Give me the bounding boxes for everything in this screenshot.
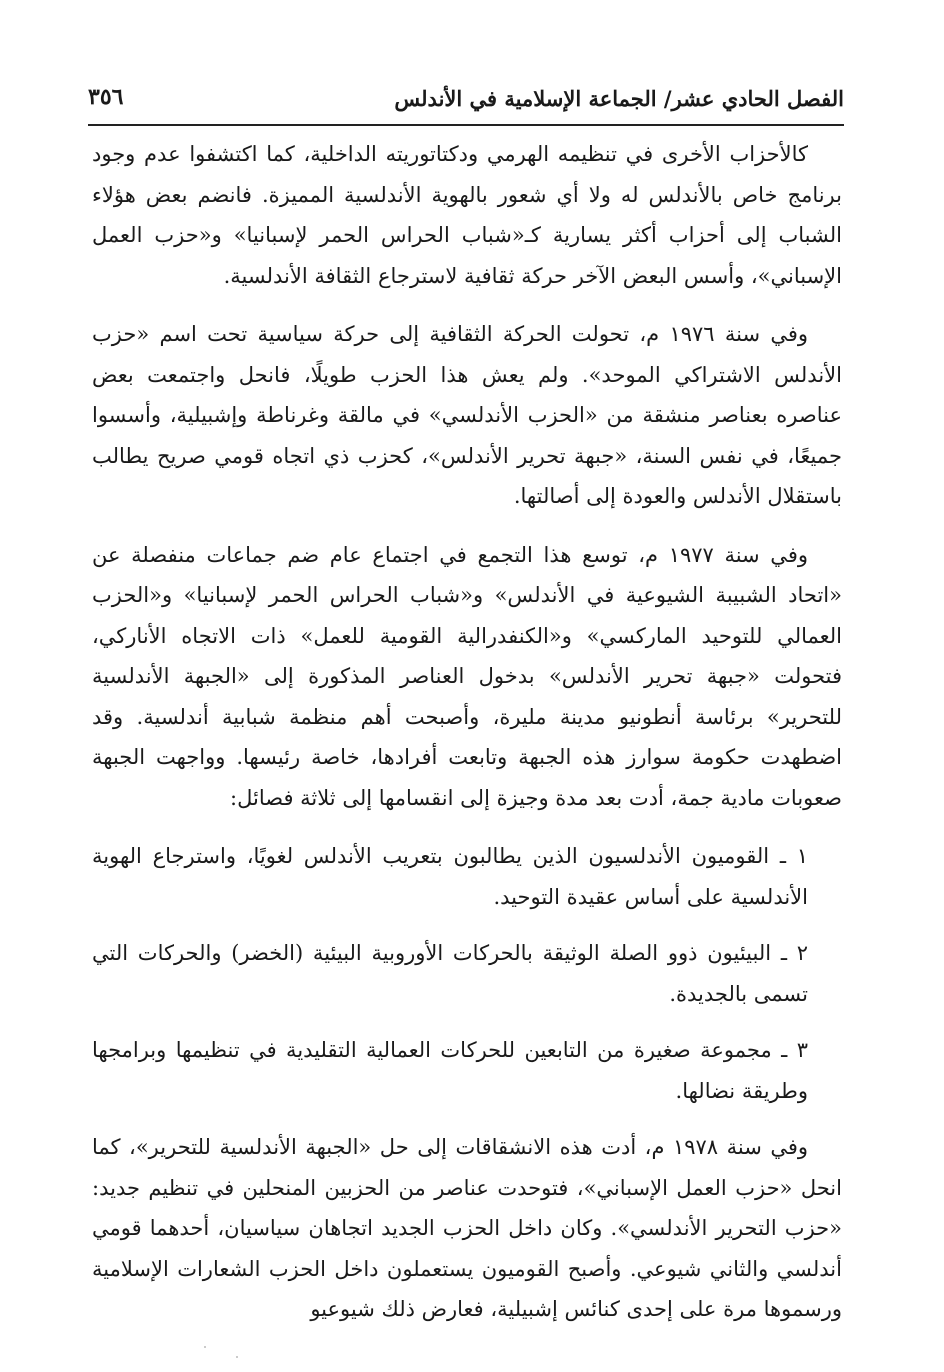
paragraph-1: كالأحزاب الأخرى في تنظيمه الهرمي ودكتاتوريته الداخلية، كما اكتشفوا عدم وجود برنامج خاص بالأندلس له ولا أي شعور بالهوية الأندلسية المميزة. فانضم بعض هؤلاء الشباب إلى أحزاب أكثر يسارية كـ«شباب الحراس الحمر لإسبانيا» و«حزب العمل الإسباني»، وأسس البعض الآخر حركة ثقافية لاسترجاع الثقافة الأندلسية.	[92, 142, 842, 288]
running-header	[88, 78, 844, 124]
paragraph-4: وفي سنة ١٩٧٨ م، أدت هذه الانشقاقات إلى حل «الجبهة الأندلسية للتحرير»، كما انحل «حزب العمل الإسباني»، فتوحدت عناصر من الحزبين المنحلين في تنظيم جديد: «حزب التحرير الأندلسي». وكان داخل الحزب الجديد اتجاهان سياسيان، أحدهما قومي أندلسي والثاني شيوعي. وأصبح القوميون يستعملون داخل الحزب الشعارات الإسلامية ورسموها مرة على إحدى كنائس إشبيلية، فعارض ذلك شيوعيو	[92, 1135, 842, 1321]
body-text	[92, 134, 842, 1330]
header-rule	[88, 124, 844, 126]
paragraph-2: وفي سنة ١٩٧٦ م، تحولت الحركة الثقافية إلى حركة سياسية تحت اسم «حزب الأندلس الاشتراكي الموحد». ولم يعش هذا الحزب طويلًا، فانحل واجتمعت بعض عناصره بعناصر منشقة من «الحزب الأندلسي» في مالقة وغرناطة وإشبيلية، وأسسوا جميعًا، في نفس السنة، «جبهة تحرير الأندلس»، كحزب ذي اتجاه قومي صريح يطالب باستقلال الأندلس والعودة إلى أصالتها.	[92, 322, 842, 508]
scan-speck	[204, 1346, 206, 1348]
list-item-1: ١ ـ القوميون الأندلسيون الذين يطالبون بتعريب الأندلس لغويًا، واسترجاع الهوية الأندلسية على أساس عقيدة التوحيد.	[92, 844, 808, 909]
paragraph-3: وفي سنة ١٩٧٧ م، توسع هذا التجمع في اجتماع عام ضم جماعات منفصلة عن «اتحاد الشبيبة الشيوعية في الأندلس» و«شباب الحراس الحمر لإسبانيا» و«الحزب العمالي للتوحيد الماركسي» و«الكنفدرالية القومية للعمل» ذات الاتجاه الأناركي، فتحولت «جبهة تحرير الأندلس» بدخول العناصر المذكورة إلى «الجبهة الأندلسية للتحرير» برئاسة أنطونيو مدينة مليرة، وأصبحت أهم منظمة شبابية أندلسية. وقد اضطهدت حكومة سوارز هذه الجبهة وتابعت أفرادها، خاصة رئيسها. وواجهت الجبهة صعوبات مادية جمة، أدت بعد مدة وجيزة إلى انقسامها إلى ثلاثة فصائل:	[92, 542, 842, 810]
list-item-3: ٣ ـ مجموعة صغيرة من التابعين للحركات العمالية التقليدية في تنظيمها وبرامجها وطريقة نضالها.	[92, 1038, 808, 1103]
list-item-2: ٢ ـ البيئيون ذوو الصلة الوثيقة بالحركات الأوروبية البيئية (الخضر) والحركات التي تسمى بالجديدة.	[92, 941, 808, 1006]
scan-speck	[236, 1356, 238, 1358]
page-number: ٣٥٦	[88, 84, 124, 110]
chapter-title: الفصل الحادي عشر/ الجماعة الإسلامية في الأندلس	[394, 86, 844, 111]
